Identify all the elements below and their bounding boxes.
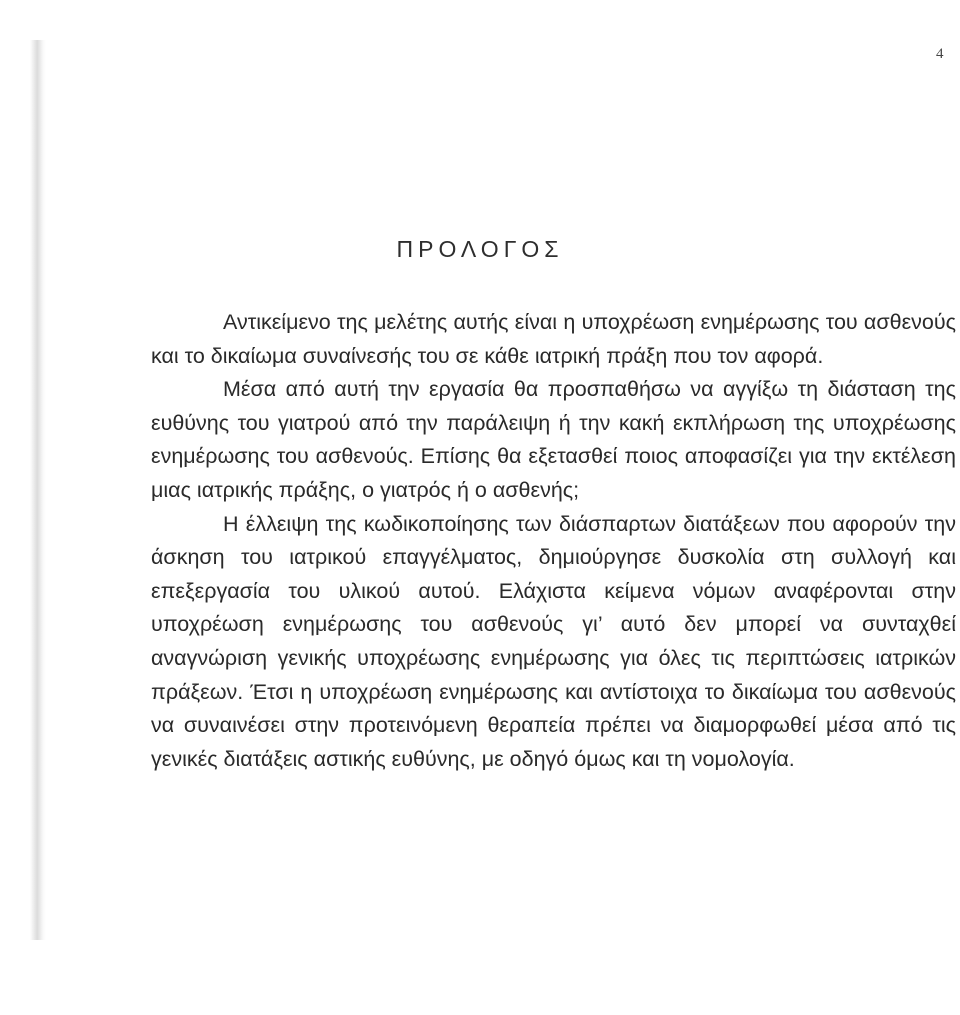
page-title: ΠΡΟΛΟΓΟΣ (396, 236, 564, 262)
paragraph-3: Η έλλειψη της κωδικοποίησης των διάσπαρτων διατάξεων που αφορούν την άσκηση του ιατρικού επαγγέλματος, δημιούργησε δυσκολία στη συλλογή και επεξεργασία του υλικού αυτού. Ελάχιστα κείμενα νόμων αναφέρονται στην υποχρέωση ενημέρωσης του ασθενούς γι’ αυτό δεν μπορεί να συνταχθεί αναγνώριση γενικής υποχρέωσης ενημέρωσης για όλες τις περιπτώσεις ιατρικών πράξεων. Έτσι η υποχρέωση ενημέρωσης και αντίστοιχα το δικαίωμα του ασθενούς να συναινέσει στην προτεινόμενη θεραπεία πρέπει να διαμορφωθεί μέσα από τις γενικές διατάξεις αστικής ευθύνης, με οδηγό όμως και τη νομολογία. (151, 511, 956, 771)
scan-binding-shadow (30, 40, 46, 940)
paragraph-1: Αντικείμενο της μελέτης αυτής είναι η υποχρέωση ενημέρωσης του ασθενούς και το δικαίωμα συναίνεσής του σε κάθε ιατρική πράξη που τον αφορά. (151, 310, 956, 368)
page-number: 4 (936, 46, 944, 62)
paragraph-2: Μέσα από αυτή την εργασία θα προσπαθήσω να αγγίξω τη διάσταση της ευθύνης του γιατρού από την παράλειψη ή την κακή εκπλήρωση της υποχρέωσης ενημέρωσης του ασθενούς. Επίσης θα εξετασθεί ποιος αποφασίζει για την εκτέλεση μιας ιατρικής πράξης, ο γιατρός ή ο ασθενής; (151, 377, 956, 502)
body-text (151, 306, 956, 776)
